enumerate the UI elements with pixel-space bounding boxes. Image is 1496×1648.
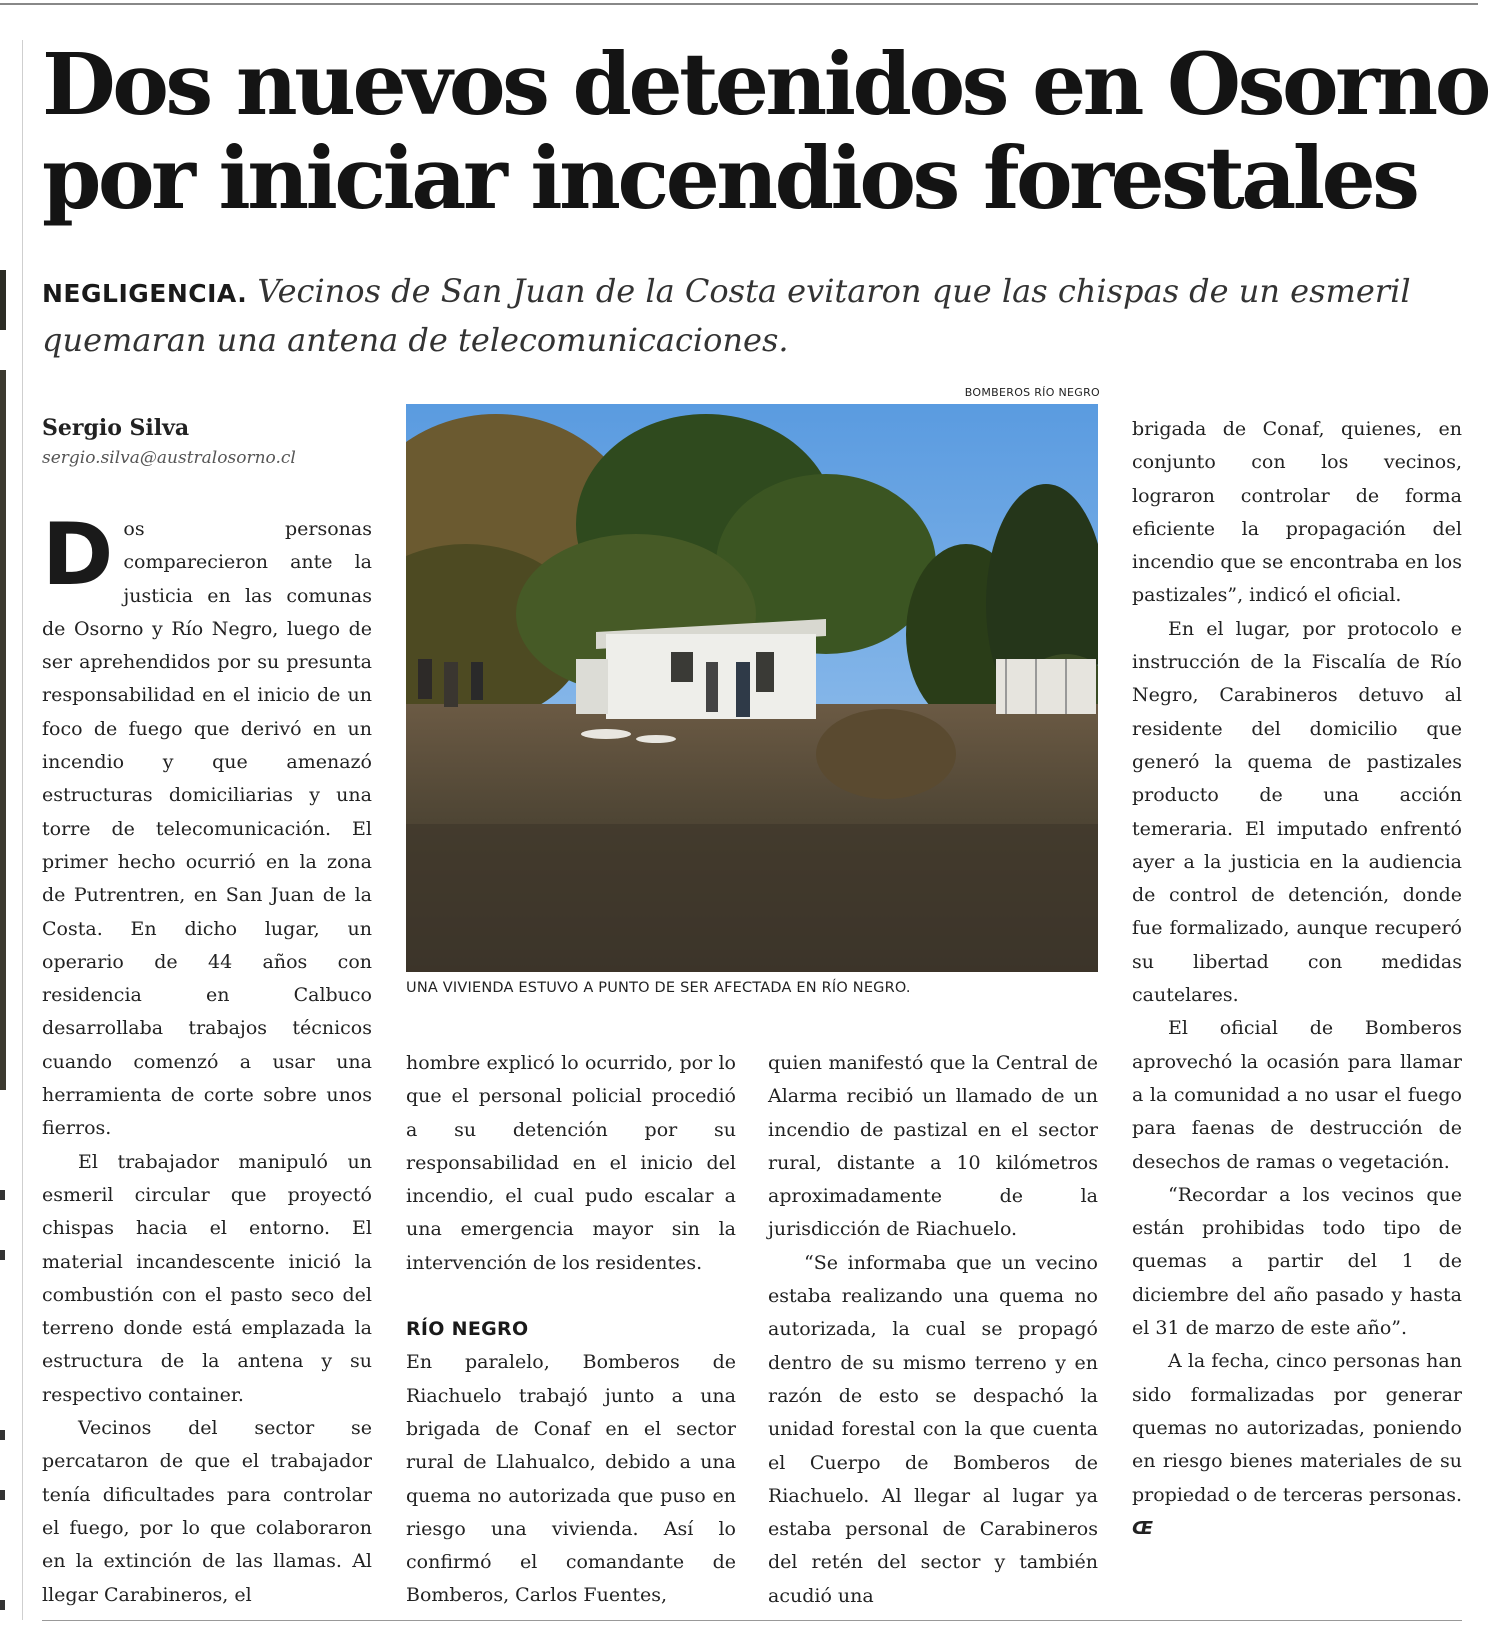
- author-name: Sergio Silva: [42, 415, 190, 441]
- photo-illustration: [406, 404, 1098, 972]
- headline-line-2: por iniciar incendios forestales: [42, 129, 1417, 229]
- photo-caption: UNA VIVIENDA ESTUVO A PUNTO DE SER AFECTADA EN RÍO NEGRO.: [406, 980, 911, 996]
- end-of-article-mark: Œ: [1132, 1517, 1154, 1539]
- bottom-rule: [42, 1620, 1462, 1621]
- paragraph: El trabajador manipuló un esmeril circular que proyectó chispas hacia el entorno. El material incandescente inició la combustión con el pasto seco del terreno donde está emplazada la estructura de la antena y su respectivo container.: [42, 1150, 372, 1406]
- paragraph: “Se informaba que un vecino estaba realizando una quema no autorizada, la cual se propagó dentro de su mismo terreno y en razón de esto se despachó la unidad forestal con la que cuenta el Cuerpo de Bomberos de Riachuelo. Al llegar al lugar ya estaba personal de Carabineros del retén del sector y también acudió una: [768, 1251, 1098, 1607]
- headline-line-1: Dos nuevos detenidos en Osorno: [42, 35, 1488, 135]
- paragraph: En paralelo, Bomberos de Riachuelo trabajó junto a una brigada de Conaf en el sector rural de Llahualco, debido a una quema no autorizada que puso en riesgo una vivienda. Así lo confirmó el comandante de Bomberos, Carlos Fuentes,: [406, 1351, 736, 1607]
- deck-text: Vecinos de San Juan de la Costa evitaron que las chispas de un esmeril quemaran una antena de telecomunicaciones.: [42, 272, 1411, 359]
- section-subhead: RÍO NEGRO: [406, 1318, 529, 1341]
- news-photo: [406, 404, 1098, 972]
- column-1: [42, 505, 372, 1612]
- paragraph-text: A la fecha, cinco personas han sido formalizadas por generar quemas no autorizadas, poniendo en riesgo bienes materiales de su propiedad o de terceras personas.: [1132, 1350, 1462, 1506]
- deck: [42, 268, 1462, 364]
- paragraph: quien manifestó que la Central de Alarma recibió un llamado de un incendio de pastizal en el sector rural, distante a 10 kilómetros aproximadamente de la jurisdicción de Riachuelo.: [768, 1052, 1098, 1241]
- paragraph: “Recordar a los vecinos que están prohibidas todo tipo de quemas a partir del 1 de diciembre del año pasado y hasta el 31 de marzo de este año”.: [1132, 1183, 1462, 1340]
- paragraph: hombre explicó lo ocurrido, por lo que el personal policial procedió a su detención por su responsabilidad en el inicio del incendio, el cual pudo escalar a una emergencia mayor sin la intervención de los residentes.: [406, 1052, 736, 1274]
- column-3: [768, 1047, 1098, 1613]
- paragraph: El oficial de Bomberos aprovechó la ocasión para llamar a la comunidad a no usar el fuego para faenas de destrucción de desechos de ramas o vegetación.: [1132, 1017, 1462, 1173]
- drop-cap: D: [42, 505, 114, 605]
- paragraph: Vecinos del sector se percataron de que el trabajador tenía dificultades para controlar el fuego, por lo que colaboraron en la extinción de las llamas. Al llegar Carabineros, el: [42, 1417, 372, 1606]
- paragraph: [1132, 1345, 1462, 1545]
- adjacent-page-edge: [0, 40, 6, 1600]
- paragraph: brigada de Conaf, quienes, en conjunto con los vecinos, lograron controlar de forma eficiente la propagación del incendio que se encontraba en los pastizales”, indicó el oficial.: [1132, 418, 1462, 607]
- column-rule: [22, 40, 23, 1620]
- kicker: NEGLIGENCIA.: [42, 279, 248, 308]
- byline: [42, 412, 372, 472]
- column-4: [1132, 413, 1462, 1545]
- paragraph: [42, 505, 372, 1146]
- column-2: [406, 1047, 736, 1613]
- author-email: sergio.silva@australosorno.cl: [42, 448, 296, 468]
- paragraph-text: os personas comparecieron ante la justicia en las comunas de Osorno y Río Negro, luego de ser aprehendidos por su presunta responsabilidad en el inicio de un foco de fuego que derivó en un incendio y que amenazó estructuras domiciliarias y una torre de telecomunicación. El primer hecho ocurrió en la zona de Putrentren, en San Juan de la Costa. En dicho lugar, un operario de 44 años con residencia en Calbuco desarrollaba trabajos técnicos cuando comenzó a usar una herramienta de corte sobre unos fierros.: [42, 518, 372, 1140]
- photo-credit: BOMBEROS RÍO NEGRO: [964, 386, 1100, 399]
- top-rule: [0, 3, 1478, 5]
- paragraph: En el lugar, por protocolo e instrucción de la Fiscalía de Río Negro, Carabineros detuvo al residente del domicilio que generó la quema de pastizales producto de una acción temeraria. El imputado enfrentó ayer a la justicia en la audiencia de control de detención, donde fue formalizado, aunque recuperó su libertad con medidas cautelares.: [1132, 617, 1462, 1007]
- headline: [42, 35, 1488, 229]
